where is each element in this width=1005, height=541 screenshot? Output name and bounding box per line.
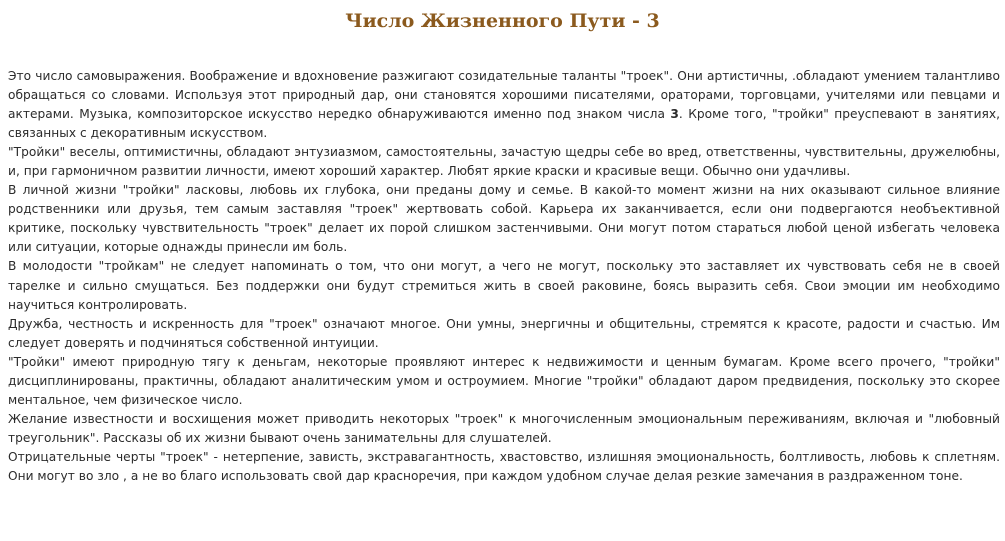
page-title: Число Жизненного Пути - 3 [345,10,660,32]
number-highlight: 3 [670,107,679,122]
paragraph-negative-traits: Отрицательные черты "троек" - нетерпение, зависть, экстравагантность, хвастовство, излишняя эмоциональность, болтливость, любовь к сплетням. Они могут во зло , а не во благо использовать свой дар красноречия, при каждом удобном случае делая резкие замечания в раздраженном тоне. [8,449,1000,483]
paragraph-intro [8,67,1000,143]
paragraph-money: "Тройки" имеют природную тягу к деньгам, некоторые проявляют интерес к недвижимости и ценным бумагам. Кроме всего прочего, "тройки" дисциплинированы, практичны, обладают аналитическим умом и остроумием. Многие "тройки" обладают даром предвидения, поскольку это скорее ментальное, чем физическое число. [8,354,1000,407]
paragraph-character: "Тройки" веселы, оптимистичны, обладают энтузиазмом, самостоятельны, зачастую щедры себе во вред, ответственны, чувствительны, дружелюбны, и, при гармоничном развитии личности, имеют хороший характер. Любят яркие краски и красивые вещи. Обычно они удачливы. [8,145,1000,179]
paragraph-intro-text-end: . Кроме того, "тройки" преуспевают в занятиях, связанных с декоративным искусством. [8,107,1000,141]
paragraph-intro-text-start: Это число самовыражения. Воображение и вдохновение разжигают созидательные таланты "троек". Они артистичны, .обладают умением талантливо обращаться со словами. Используя этот природный дар, они становятся хорошими писателями, ораторами, торговцами, учителями или певцами и актерами. Музыка, композиторское искусство нередко обнаруживаются именно под знаком числа [8,69,1000,122]
paragraph-youth: В молодости "тройкам" не следует напоминать о том, что они могут, а чего не могут, поскольку это заставляет их чувствовать себя не в своей тарелке и сильно смущаться. Без поддержки они будут стремиться жить в своей раковине, боясь выразить себя. Свои эмоции им необходимо научиться контролировать. [8,259,1000,312]
paragraph-fame: Желание известности и восхищения может приводить некоторых "троек" к многочисленным эмоциональным переживаниям, включая и "любовный треугольник". Рассказы об их жизни бывают очень занимательны для слушателей. [8,411,1000,445]
paragraph-friendship: Дружба, честность и искренность для "троек" означают многое. Они умны, энергичны и общительны, стремятся к красоте, радости и счастью. Им следует доверять и подчиняться собственной интуиции. [8,316,1000,350]
article-body [8,67,1000,486]
paragraph-personal-life: В личной жизни "тройки" ласковы, любовь их глубока, они преданы дому и семье. В какой-то момент жизни на них оказывают сильное влияние родственники или друзья, тем самым заставляя "троек" жертвовать собой. Карьера их заканчивается, если они подвергаются необъективной критике, поскольку чувствительность "троек" делает их порой слишком застенчивыми. Они могут потом стараться любой ценой избегать человека или ситуации, которые однажды принесли им боль. [8,183,1000,255]
